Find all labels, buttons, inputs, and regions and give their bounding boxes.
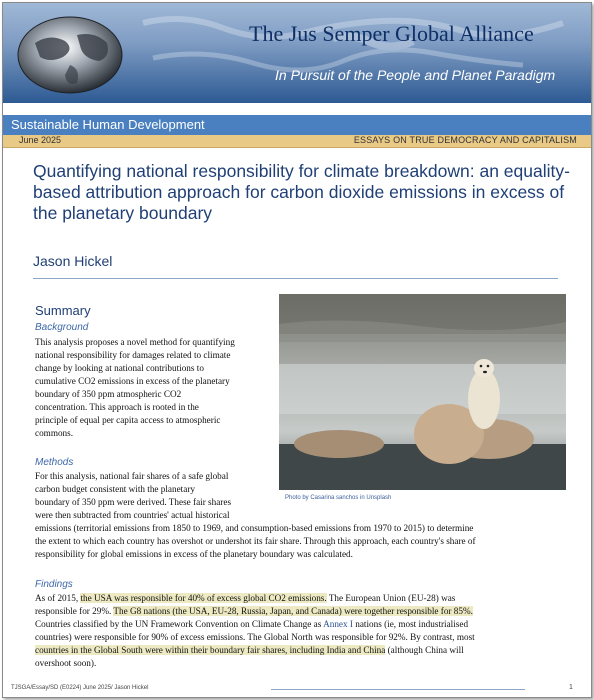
- text-run: nations (ie, most industrialised: [352, 619, 469, 629]
- text-line: [35, 592, 475, 605]
- text-line: carbon budget consistent with the planetary: [35, 484, 195, 494]
- text-line: boundary of 350 ppm atmospheric CO2: [35, 389, 182, 399]
- highlighted-text: The G8 nations (the USA, EU-28, Russia, Japan, and Canada) were together responsible for 85%.: [113, 606, 473, 616]
- header-banner: [3, 3, 591, 103]
- article-title: Quantifying national responsibility for climate breakdown: an equality-based attribution approach for carbon dioxide emissions in excess of the planetary boundary: [33, 161, 570, 223]
- text-line: [35, 618, 475, 631]
- background-paragraph: [35, 336, 235, 440]
- text-line: [35, 605, 475, 618]
- globe-logo: [15, 13, 125, 97]
- text-line: national responsibility for damages related to climate: [35, 350, 231, 360]
- text-line: [35, 644, 475, 657]
- date-bar: [3, 135, 591, 148]
- background-heading: Background: [35, 322, 89, 333]
- methods-heading: Methods: [35, 457, 74, 468]
- series-label: ESSAYS ON TRUE DEMOCRACY AND CAPITALISM: [353, 135, 577, 145]
- text-line: cumulative CO2 emissions in excess of the planetary: [35, 376, 230, 386]
- site-title: The Jus Semper Global Alliance: [249, 21, 534, 46]
- text-run: As of 2015,: [35, 593, 81, 603]
- findings-paragraph: [35, 592, 475, 670]
- photo-credit[interactable]: Photo by Casarina sanchos in Unsplash: [285, 495, 392, 501]
- divider: [33, 278, 558, 279]
- annex-link[interactable]: Annex I: [323, 619, 353, 629]
- highlighted-text: countries in the Global South were within their boundary fair shares, including India and China: [35, 645, 386, 655]
- text-line: concentration. This approach is rooted in the: [35, 402, 199, 412]
- text-line: overshoot soon).: [35, 658, 97, 668]
- text-line: responsibility for global emissions in excess of the planetary boundary was calculated.: [35, 549, 353, 559]
- page-number: 1: [569, 684, 573, 691]
- text-line: emissions (territorial emissions from 1850 to 1969, and consumption-based emissions from 1970 to 2015) to determine: [35, 523, 474, 533]
- summary-heading: Summary: [35, 303, 91, 318]
- text-run: (although China will: [385, 645, 464, 655]
- findings-heading: Findings: [35, 579, 73, 590]
- site-tagline: In Pursuit of the People and Planet Paradigm: [275, 67, 556, 83]
- section-label: Sustainable Human Development: [11, 117, 205, 132]
- text-line: commons.: [35, 428, 74, 438]
- section-bar: [3, 115, 591, 135]
- issue-date: June 2025: [19, 135, 62, 145]
- page: [2, 2, 592, 698]
- footer-citation: TJSGA/Essay/SD (E0224) June 2025/ Jason Hickel: [11, 685, 149, 691]
- text-line: principle of equal per capita access to atmospheric: [35, 415, 221, 425]
- author-name: Jason Hickel: [33, 253, 113, 269]
- text-line: were then subtracted from countries' actual historical: [35, 510, 230, 520]
- text-line: For this analysis, national fair shares of a safe global: [35, 471, 229, 481]
- text-line: boundary of 350 ppm were derived. These fair shares: [35, 497, 232, 507]
- text-line: countries) were responsible for 90% of excess emissions. The Global North was responsible for 92%. By contrast, most: [35, 632, 475, 642]
- polar-bear-photo: [279, 294, 566, 490]
- highlighted-text: the USA was responsible for 40% of excess global CO2 emissions.: [80, 593, 327, 603]
- text-run: Countries classified by the UN Framework Convention on Climate Change as: [35, 619, 324, 629]
- text-run: The European Union (EU-28) was: [326, 593, 456, 603]
- text-line: the extent to which each country has overshot or undershot its fair share. Through this approach, each country's share of: [35, 536, 476, 546]
- text-line: This analysis proposes a novel method for quantifying: [35, 337, 235, 347]
- text-run: responsible for 29%.: [35, 606, 114, 616]
- text-line: change by looking at national contributions to: [35, 363, 204, 373]
- footer-divider: [271, 689, 525, 690]
